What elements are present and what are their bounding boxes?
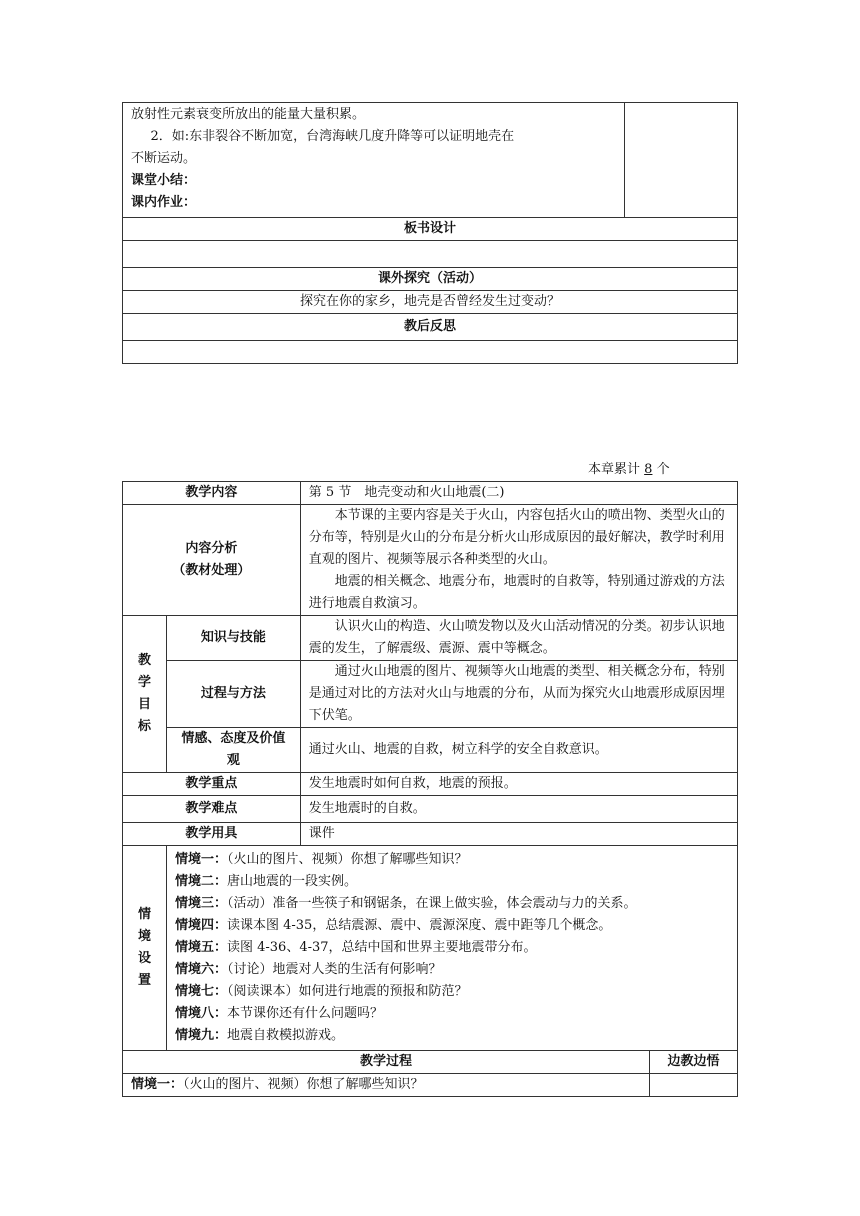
scenario-item [175,959,729,981]
scenario-item [175,915,729,937]
scenario-text: 读图 4-36、4-37，总结中国和世界主要地震带分布。 [226,940,537,955]
scenario-text: 本节课你还有什么问题吗？ [226,1006,383,1021]
scenario-label: 情境二： [174,874,227,889]
process-first-row [123,1074,650,1097]
scenario-label: 情境三： [174,896,227,911]
scenario-char: 置 [137,973,151,988]
explore-text: 探究在你的家乡，地壳是否曾经发生过变动？ [123,291,738,314]
goals-heading [123,616,167,773]
scenario-char: 设 [137,951,151,966]
analysis-paragraph: 地震的相关概念、地震分布，地震时的自救等，特别通过游戏的方法进行地震自救演习。 [308,574,725,611]
goals-char: 目 [137,697,151,712]
margin-heading: 边教边悟 [650,1051,738,1074]
goals-char: 标 [137,719,151,734]
scenario-label: 情境一： [174,852,227,867]
scenario-item [175,1025,729,1047]
previous-lesson-table [122,102,738,364]
reflection-cell [123,341,738,364]
scenario-item [175,893,729,915]
content-value: 第 5 节 地壳变动和火山地震(二) [300,482,737,505]
analysis-text [300,505,737,616]
key-point-label: 教学重点 [123,773,301,796]
scenario-text: （阅读课本）如何进行地震的预报和防范？ [226,984,468,999]
scenario-text: （讨论）地震对人类的生活有何影响？ [226,962,442,977]
difficulty-label: 教学难点 [123,796,301,823]
explore-heading: 课外探究（活动） [123,268,738,291]
analysis-label-line: （教材处理） [172,563,251,578]
scenario-item [175,981,729,1003]
goal-process-text: 通过火山地震的图片、视频等火山地震的类型、相关概念分布，特别是通过对比的方法对火山与地震的分布，从而为探究火山地震形成原因埋下伏笔。 [300,661,737,728]
summary-label: 课堂小结： [131,173,197,188]
margin-notes-cell [650,1074,738,1097]
scenario-label: 情境五： [174,940,227,955]
scenario-text: 唐山地震的一段实例。 [226,874,357,889]
key-point-text: 发生地震时如何自救，地震的预报。 [300,773,737,796]
previous-lesson-body [123,103,625,218]
goal-attitude-label: 情感、态度及价值观 [166,728,300,773]
goals-char: 教 [137,653,151,668]
scenario-item [175,1003,729,1025]
scenario-item [175,937,729,959]
goals-char: 学 [137,675,151,690]
reflection-heading: 教后反思 [123,314,738,341]
lesson-plan-table [122,481,738,1097]
process-row-text: （火山的图片、视频）你想了解哪些知识？ [183,1077,424,1092]
scenario-label: 情境八： [174,1006,227,1021]
goal-knowledge-label: 知识与技能 [166,616,300,661]
analysis-label-line: 内容分析 [185,541,238,556]
difficulty-text: 发生地震时的自救。 [300,796,737,823]
counter-suffix: 个 [656,462,670,477]
scenario-label: 情境四： [174,918,227,933]
scenario-heading [123,846,167,1051]
scenario-char: 境 [137,929,151,944]
process-heading: 教学过程 [123,1051,650,1074]
chapter-counter [588,458,670,477]
scenario-item [175,871,729,893]
scenario-text: （活动）准备一些筷子和钢锯条，在课上做实验，体会震动与力的关系。 [226,896,637,911]
counter-prefix: 本章累计 [588,462,641,477]
tools-text: 课件 [300,823,737,846]
margin-notes-cell [625,103,738,218]
tools-label: 教学用具 [123,823,301,846]
scenario-text: （火山的图片、视频）你想了解哪些知识？ [226,852,468,867]
scenario-label: 情境九： [174,1028,227,1043]
scenario-char: 情 [137,907,151,922]
board-design-heading: 板书设计 [123,218,738,241]
goal-process-label: 过程与方法 [166,661,300,728]
scenario-label: 情境六： [174,962,227,977]
analysis-paragraph: 本节课的主要内容是关于火山，内容包括火山的喷出物、类型火山的分布等，特别是火山的分布是分析火山形成原因的最好解决，教学时利用直观的图片、视频等展示各种类型的火山。 [308,508,725,567]
goal-attitude-text: 通过火山、地震的自救，树立科学的安全自救意识。 [300,728,737,773]
counter-number: 8 [644,462,653,477]
analysis-label [123,505,301,616]
body-line: 不断运动。 [131,151,197,166]
homework-label: 课内作业： [131,195,197,210]
body-line: 放射性元素衰变所放出的能量大量积累。 [131,107,366,122]
scenario-item [175,849,729,871]
scenario-text: 读课本图 4-35，总结震源、震中、震源深度、震中距等几个概念。 [226,918,612,933]
goal-knowledge-text: 认识火山的构造、火山喷发物以及火山活动情况的分类。初步认识地震的发生，了解震级、震源、震中等概念。 [300,616,737,661]
scenario-text: 地震自救模拟游戏。 [226,1028,344,1043]
content-label: 教学内容 [123,482,301,505]
scenario-label: 情境七： [174,984,227,999]
process-row-label: 情境一： [131,1077,184,1092]
body-line: 2．如:东非裂谷不断加宽，台湾海峡几度升降等可以证明地壳在 [150,129,515,144]
board-design-cell [123,241,738,268]
scenario-list [166,846,737,1051]
